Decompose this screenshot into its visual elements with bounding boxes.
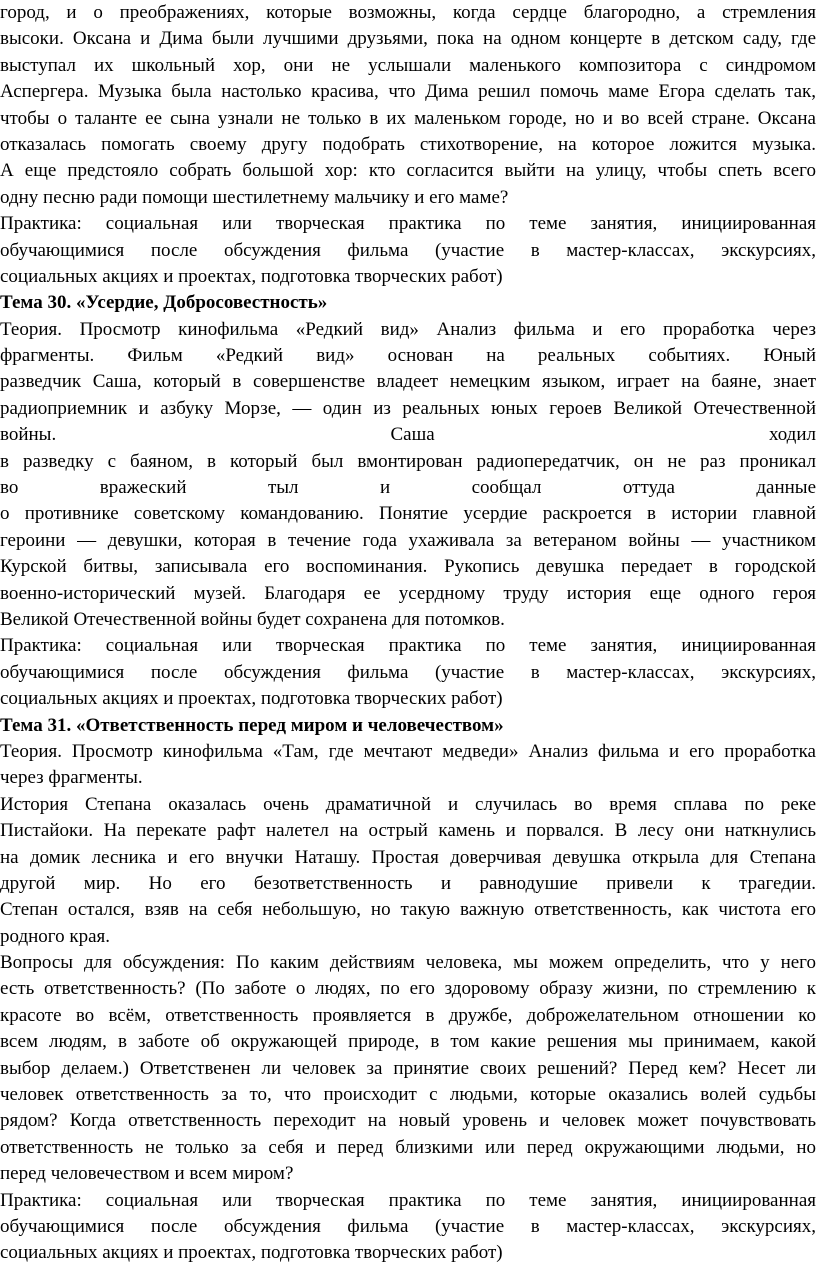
text-line: есть ответственность? (По заботе о людях, по его здоровому образу жизни, по стремлению к [0, 978, 816, 1000]
text-line: обучающимися после обсуждения фильма (участие в мастер-классах, экскурсиях, [0, 239, 816, 261]
paragraph [0, 950, 816, 1188]
text-line: Степан остался, взяв на себя небольшую, но такую важную ответственность, как чистота его [0, 899, 816, 921]
text-line: другой мир. Но его безответственность и равнодушие привели к трагедии. [0, 872, 816, 894]
text-line: Практика: социальная или творческая практика по теме занятия, инициированная [0, 213, 816, 235]
text-line: История Степана оказалась очень драматичной и случилась во время сплава по реке [0, 793, 816, 815]
text-line: Пистайоки. На перекате рафт налетел на острый камень и порвался. В лесу они наткнулись [0, 820, 816, 842]
text-line: обучающимися после обсуждения фильма (участие в мастер-классах, экскурсиях, [0, 661, 816, 683]
section-heading: Тема 31. «Ответственность перед миром и человечеством» [0, 714, 504, 736]
text-line: А еще предстояло собрать большой хор: кто согласится выйти на улицу, чтобы спеть всего [0, 160, 816, 182]
text-line: войны. Саша ходил [0, 424, 816, 446]
text-line: родного края. [0, 925, 111, 947]
text-line: военно-исторический музей. Благодаря ее усердному труду история еще одного героя [0, 582, 816, 604]
text-line: Теория. Просмотр кинофильма «Редкий вид» Анализ фильма и его проработка через [0, 318, 816, 340]
text-line: выбор делаем.) Ответственен ли человек за принятие своих решений? Перед кем? Несет ли [0, 1057, 816, 1079]
paragraph [0, 317, 816, 634]
paragraph [0, 1188, 816, 1267]
text-line: обучающимися после обсуждения фильма (участие в мастер-классах, экскурсиях, [0, 1215, 816, 1237]
text-line: рядом? Когда ответственность переходит на новый уровень и человек может почувствовать [0, 1110, 816, 1132]
text-line: ответственность не только за себя и перед близкими или перед окружающими людьми, но [0, 1136, 816, 1158]
text-line: Практика: социальная или творческая практика по теме занятия, инициированная [0, 1189, 816, 1211]
text-line: высоки. Оксана и Дима были лучшими друзьями, пока на одном концерте в детском саду, где [0, 28, 816, 50]
paragraph [0, 739, 816, 792]
text-line: город, и о преображениях, которые возможны, когда сердце благородно, а стремления [0, 2, 816, 23]
text-line: через фрагменты. [0, 767, 143, 789]
text-line: во вражеский тыл и сообщал оттуда данные [0, 477, 816, 499]
text-line: социальных акциях и проектах, подготовка творческих работ) [0, 1242, 503, 1264]
text-line: Аспергера. Музыка была настолько красива, что Дима решил помочь маме Егора сделать так, [0, 81, 816, 103]
text-line: Вопросы для обсуждения: По каким действиям человека, мы можем определить, что у него [0, 952, 816, 974]
text-line: отказалась помогать своему другу подобрать стихотворение, на которое ложится музыка. [0, 133, 816, 155]
text-line: выступал их школьный хор, они не услышали маленького композитора с синдромом [0, 54, 816, 76]
text-line: о противнике советскому командованию. Понятие усердие раскроется в истории главной [0, 503, 816, 525]
paragraph [0, 792, 816, 950]
text-line: человек ответственность за то, что происходит с людьми, которые оказались волей судьбы [0, 1084, 816, 1106]
text-line: Теория. Просмотр кинофильма «Там, где мечтают медведи» Анализ фильма и его проработка [0, 740, 816, 762]
text-line: Практика: социальная или творческая практика по теме занятия, инициированная [0, 635, 816, 657]
text-line: перед человечеством и всем миром? [0, 1163, 294, 1185]
text-line: радиоприемник и азбуку Морзе, — один из реальных юных героев Великой Отечественной [0, 397, 816, 419]
text-line: Курской битвы, записывала его воспоминания. Рукопись девушка передает в городской [0, 556, 816, 578]
text-line: чтобы о таланте ее сына узнали не только в их маленьком городе, но и во всей стране. Оксана [0, 107, 816, 129]
text-line: героини — девушки, которая в течение года ухаживала за ветераном войны — участником [0, 529, 816, 551]
text-line: красоте во всём, ответственность проявляется в дружбе, доброжелательном отношении ко [0, 1004, 816, 1026]
text-line: в разведку с баяном, в который был вмонтирован радиопередатчик, он не раз проникал [0, 450, 816, 472]
text-line: социальных акциях и проектах, подготовка творческих работ) [0, 688, 503, 710]
text-line: на домик лесника и его внучки Наташу. Простая доверчивая девушка открыла для Степана [0, 846, 816, 868]
paragraph [0, 633, 816, 712]
paragraph [0, 211, 816, 290]
text-line: фрагменты. Фильм «Редкий вид» основан на реальных событиях. Юный [0, 345, 816, 367]
text-line: одну песню ради помощи шестилетнему мальчику и его маме? [0, 186, 509, 208]
paragraph [0, 0, 816, 211]
text-line: социальных акциях и проектах, подготовка творческих работ) [0, 265, 503, 287]
text-line: Великой Отечественной войны будет сохранена для потомков. [0, 608, 505, 630]
section-heading: Тема 30. «Усердие, Добросовестность» [0, 292, 328, 314]
text-line: всем людям, в заботе об окружающей природе, в том какие решения мы принимаем, какой [0, 1031, 816, 1053]
text-line: разведчик Саша, который в совершенстве владеет немецким языком, играет на баяне, знает [0, 371, 816, 393]
